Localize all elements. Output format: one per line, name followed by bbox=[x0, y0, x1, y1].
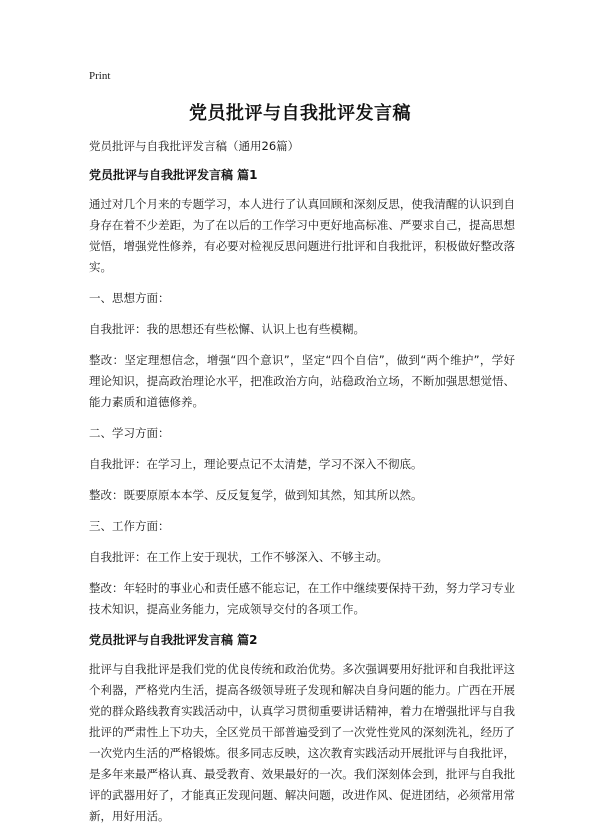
section-1-intro: 通过对几个月来的专题学习，本人进行了认真回顾和深刻反思，使我清醒的认识到自身存在着不少差距，为了在以后的工作学习中更好地高标准、严要求自己，提高思想觉悟，增强党性修养，有必要对检视反思问题进行批评和自我批评，积极做好整改落实。 bbox=[89, 197, 515, 274]
document-subtitle: 党员批评与自我批评发言稿（通用26篇） bbox=[89, 139, 300, 153]
work-heading: 三、工作方面： bbox=[89, 519, 170, 533]
section-2-body: 批评与自我批评是我们党的优良传统和政治优势。多次强调要用好批评和自我批评这个利器，严格党内生活，提高各级领导班子发现和解决自身问题的能力。广西在开展党的群众路线教育实践活动中，认真学习贯彻重要讲话精神，着力在增强批评与自我批评的严肃性上下功夫，全区党员干部普遍受到了一次党性党风的深刻洗礼，经历了一次党内生活的严格锻炼。很多同志反映，这次教育实践活动开展批评与自我批评，是多年来最严格认真、最受教育、效果最好的一次。我们深刻体会到，批评与自我批评的武器用好了，才能真正发现问题、解决问题，改进作风、促进团结，必须常用常新，用好用活。 bbox=[89, 662, 515, 823]
work-rectification: 整改：年轻时的事业心和责任感不能忘记，在工作中继续要保持干劲，努力学习专业技术知识，提高业务能力，完成领导交付的各项工作。 bbox=[89, 581, 515, 616]
page-title: 党员批评与自我批评发言稿 bbox=[189, 103, 411, 124]
study-self-criticism: 自我批评：在学习上，理论要点记不太清楚，学习不深入不彻底。 bbox=[89, 457, 423, 471]
thought-self-criticism: 自我批评：我的思想还有些松懈、认识上也有些模糊。 bbox=[89, 322, 365, 336]
work-self-criticism: 自我批评：在工作上安于现状，工作不够深入、不够主动。 bbox=[89, 550, 388, 564]
section-1-heading: 党员批评与自我批评发言稿 篇1 bbox=[89, 168, 258, 182]
thought-heading: 一、思想方面： bbox=[89, 291, 170, 305]
section-2-heading: 党员批评与自我批评发言稿 篇2 bbox=[89, 633, 258, 647]
print-link[interactable]: Print bbox=[89, 70, 111, 82]
thought-rectification: 整改：坚定理想信念，增强“四个意识”，坚定“四个自信”，做到“两个维护”，学好理论知识，提高政治理论水平，把准政治方向，站稳政治立场，不断加强思想觉悟、能力素质和道德修养。 bbox=[89, 353, 515, 409]
study-rectification: 整改：既要原原本本学、反反复复学，做到知其然，知其所以然。 bbox=[89, 488, 423, 502]
document-body bbox=[89, 136, 515, 837]
study-heading: 二、学习方面： bbox=[89, 426, 170, 440]
